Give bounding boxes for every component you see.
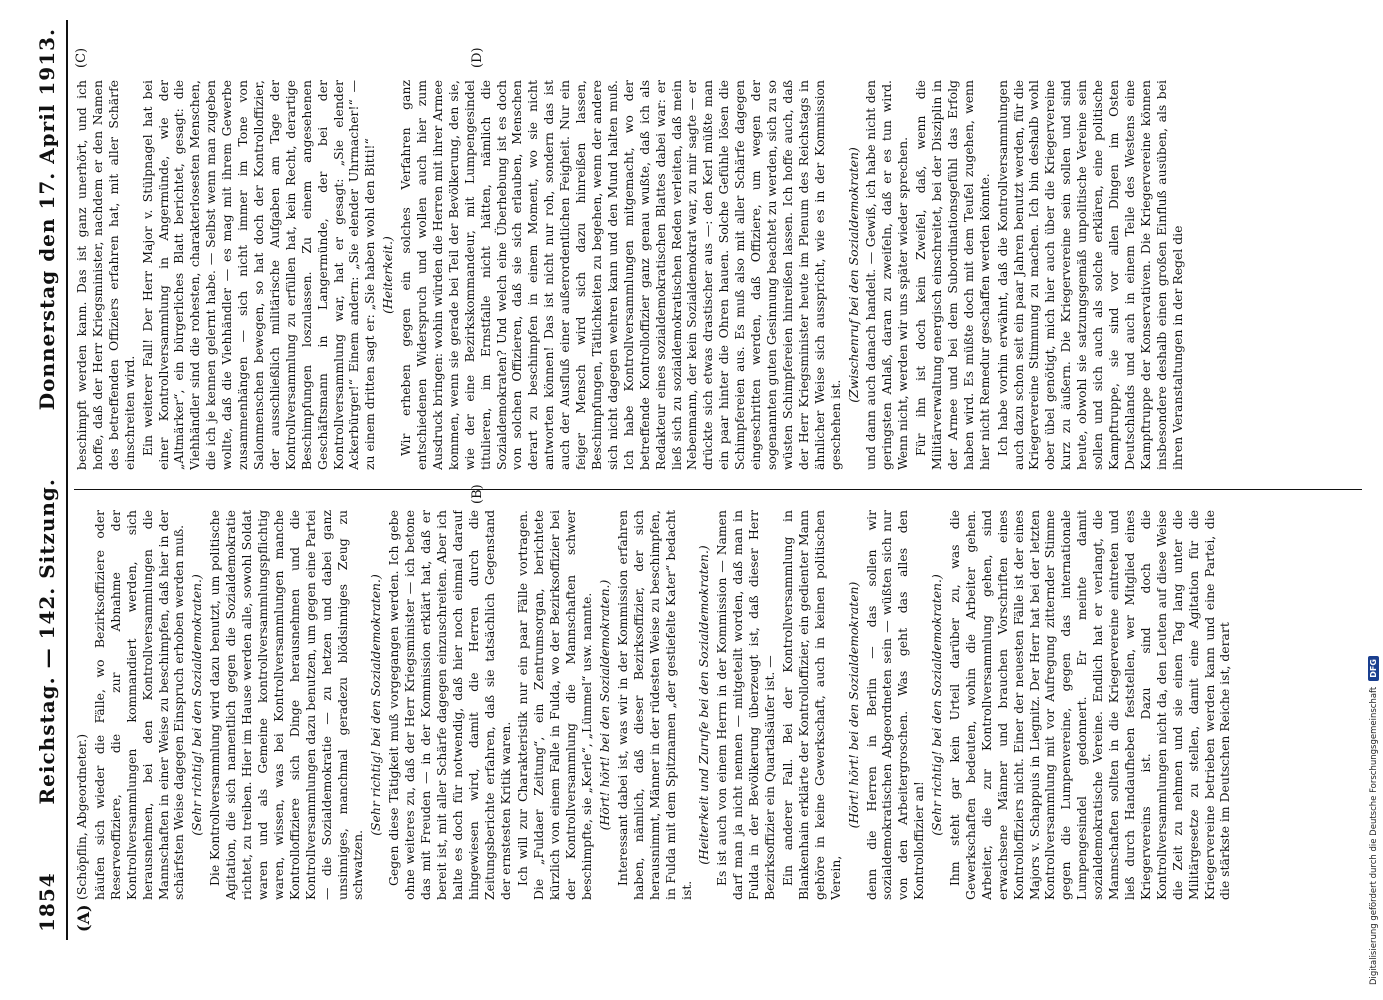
interjection: (Hört! hört! bei den Sozialdemokraten) xyxy=(845,581,861,829)
paragraph: Für ihn ist doch kein Zweifel, daß, wenn die Militärverwaltung energisch einschreitet, bei der Disziplin in der Armee und bei dem Subordinationsgefühl das Erfolg haben wird. Es müßte doch mit dem Teufel zugehen, wenn hier nicht Remedur geschaffen werden könnte. xyxy=(913,80,992,470)
credit-text: Digitalisierung gefördert durch die Deutsche Forschungsgemeinschaft xyxy=(1368,686,1379,985)
running-head xyxy=(30,28,64,932)
paragraph: häufen sich wieder die Fälle, wo Bezirksoffiziere oder Reserveoffiziere, die zur Abnahme der Kontrollversammlungen kommandiert werden, sich herausnehmen, bei den Kontrollversammlungen die Mannschaften in einer Weise zu beschimpfen, daß hier in der schärfsten Weise dagegen Einspruch erhoben werden muß. xyxy=(91,510,187,900)
margin-marker-b: (B) xyxy=(470,484,485,504)
margin-marker-c: (C) xyxy=(74,47,89,68)
paragraph: denn die Herren in Berlin — das sollen wir sozialdemokratischen Abgeordneten sein — wüßten sich nur von den Arbeitergroschen. Was geht das alles den Kontrolloffizier an! xyxy=(863,510,927,900)
interjection: (Heiterkeit.) xyxy=(380,236,396,314)
paragraph: Wir erheben gegen ein solches Verfahren ganz entschiedenen Widerspruch und wollen auch hier zum Ausdruck bringen: wohin würden die Herren mit ihrer Armee kommen, wenn sie gerade bei Teil der Bevölkerung, den sie, wie der eine Bezirkskommandeur, mit Lumpengesindel titulieren, im Ernstfalle nicht hätten, nämlich die Sozialdemokraten? Und welch eine Überhebung ist es doch von solchen Offizieren, daß sie sich erlauben, Menschen derart zu beschimpfen in einem Moment, wo sie nicht antworten können! Das ist nicht nur roh, sondern das ist auch der Ausfluß einer außerordentlichen Feigheit. Nur ein feiger Mensch wird sich dazu hinreißen lassen, Beschimpfungen, Tätlichkeiten zu begehen, wenn der andere sich nicht dagegen wehren kann und den Mund halten muß. Ich habe Kontrollversammlungen mitgemacht, wo der betreffende Kontrolloffizier ganz genau wußte, daß ich als Redakteur eines sozialdemokratischen Blattes dabei war: er ließ sich zu sozialdemokratischen Reden verleiten, daß mein Nebenmann, der kein Sozialdemokrat war, zu mir sagte — er drückte sich etwas drastischer aus —: den Kerl müßte man ein paar hinter die Ohren hauen. Solche Gefühle lösen die Schimpfereien aus. Es muß also mit aller Schärfe dagegen eingeschritten werden, daß Offiziere, um wegen der sogenannten guten Gesinnung beachtet zu werden, sich zu so wüsten Schimpfereien hinreißen lassen. Ich hoffe auch, daß der Herr Kriegsminister heute im Plenum des Reichstags in ähnlicher Weise sich ausspricht, wie es in der Kommission geschehen ist. xyxy=(398,80,843,470)
interjection: (Hört! hört! bei den Sozialdemokraten.) xyxy=(597,579,612,831)
interjection: (Heiterkeit und Zurufe bei den Sozialdemokraten.) xyxy=(696,545,712,865)
interjection: (Zwischenruf bei den Sozialdemokraten) xyxy=(845,147,861,403)
paragraph: beschimpft werden kann. Das ist ganz unerhört, und ich hoffe, daß der Herr Kriegsminister, nachdem er den Namen des betreffenden Offiziers erfahren hat, mit aller Schärfe einschreiten wird. xyxy=(74,80,137,470)
margin-marker-d: (D) xyxy=(470,47,485,68)
dfg-logo: DFG xyxy=(1368,656,1379,681)
paragraph: Die Kontrollversammlung wird dazu benutzt, um politische Agitation, die sich namentlich gegen die Sozialdemokratie richtet, zu treiben. Hier im Hause werden alle, sowohl Soldat waren und als Gemeine kontrollversammlungspflichtig waren, wissen, was bei Kontrollversammlungen manche Kontrolloffiziere sich Dinge herausnehmen und die Kontrollversammlungen dazu benutzen, um gegen eine Partei — die Sozialdemokratie — zu hetzen und dabei ganz unsinniges, manchmal geradezu blödsinniges Zeug zu schwatzen. xyxy=(207,510,366,900)
right-text-column xyxy=(74,80,1362,470)
margin-marker-a: (A) xyxy=(74,904,93,932)
interjection: (Sehr richtig! bei den Sozialdemokraten.) xyxy=(929,574,945,836)
running-head-left: Reichstag. — 142. Sitzung. xyxy=(35,478,59,805)
column-divider xyxy=(74,489,1362,490)
digitization-credit xyxy=(1368,656,1379,985)
interjection: (Sehr richtig! bei den Sozialdemokraten.) xyxy=(368,574,384,836)
paragraph: Gegen diese Tätigkeit muß vorgegangen werden. Ich gebe ohne weiteres zu, daß der Herr Kriegsminister — ich betone das mit Freuden — in der Kommission erklärt hat, daß er bereit ist, mit aller Schärfe dagegen einzuschreiten. Aber ich halte es doch für notwendig, daß hier noch einmal darauf hingewiesen wird, damit die Herren durch die Zeitungsberichte erfahren, daß sie tatsächlich Gegenstand der ernstesten Kritik waren. xyxy=(386,510,513,900)
running-head-right: Donnerstag den 17. April 1913. xyxy=(35,28,59,411)
paragraph: und dann auch danach handelt. — Gewiß, ich habe nicht den geringsten Anlaß, daran zu zweifeln, daß er es tun wird. Wenn nicht, werden wir uns später wieder sprechen. xyxy=(863,80,911,470)
left-text-column xyxy=(74,510,1362,900)
paragraph: Ein anderer Fall. Bei der Kontrollversammlung in Blankenhain erklärte der Kontrolloffizier, ein gedienter Mann gehöre in keine Gewerkschaft, auch in keinen politischen Verein, xyxy=(779,510,843,900)
page-number: 1854 xyxy=(35,872,59,932)
paragraph: Ich habe vorhin erwähnt, daß die Kontrollversammlungen auch dazu schon seit ein paar Jahren benutzt werden, für die Kriegervereine Stimmung zu machen. Ich bin deshalb wohl ober übel genötigt, mich hier auch über die Kriegervereine kurz zu äußern. Die Kriegervereine sein sollen und sind heute, obwohl sie satzungsgemäß unpolitische Vereine sein sollen und sich auch als solche erklären, eine politische Kampftruppe, sie sind vor allen Dingen im Osten Deutschlands und auch in einem Teile des Westens eine Kampftruppe der Konservativen. Die Kriegervereine können insbesondere deshalb einen großen Einfluß ausüben, als bei ihren Veranstaltungen in der Regel die xyxy=(994,80,1185,470)
paragraph: Ich will zur Charakteristik nur ein paar Fälle vortragen. Die „Fuldaer Zeitung“, ein Zentrumsorgan, berichtete kürzlich von einem Falle in Fulda, wo der Bezirksoffizier bei der Kontrollversammlung die Mannschaften schwer beschimpfte, sie „Kerle“, „Lümmel“ usw. nannte. xyxy=(515,510,595,900)
interjection: (Sehr richtig! bei den Sozialdemokraten.) xyxy=(189,574,205,836)
paragraph: Ihm steht gar kein Urteil darüber zu, was die Gewerkschaften bedeuten, wohin die Arbeiter gehen. Arbeiter, die zur Kontrollversammlung gehen, sind erwachsene Männer und brauchen Vorschriften eines Kontrolloffiziers nicht. Einer der neuesten Fälle ist der eines Majors v. Schappuis in Liegnitz. Der Herr hat bei der letzten Kontrollversammlung mit vor Aufregung zitternder Stimme gegen die Lumpenvereine, gegen das internationale Lumpengesindel gedonnert. Er meinte damit sozialdemokratische Vereine. Endlich hat er verlangt, die Mannschaften sollten in die Kriegervereine eintreten und ließ durch Handaufheben feststellen, wer Mitglied eines Kriegervereins ist. Dazu sind doch die Kontrollversammlungen nicht da, den Leuten auf diese Weise die Zeit zu nehmen und sie einen Tag lang unter die Militärgesetze zu stellen, damit eine Agitation für die Kriegervereine betrieben werden kann und eine Partei, die die stärkste im Deutschen Reiche ist, derart xyxy=(947,510,1233,900)
header-rule xyxy=(66,20,68,940)
speaker-line: (Schöpflin, Abgeordneter.) xyxy=(74,733,89,900)
paragraph: Interessant dabei ist, was wir in der Kommission erfahren haben, nämlich, daß dieser Bezirksoffizier, der sich herausnimmt, Männer in der rüdesten Weise zu beschimpfen, in Fulda mit dem Spitznamen „der gestiefelte Kater“ bedacht ist. xyxy=(614,510,694,900)
paragraph: Ein weiterer Fall! Der Herr Major v. Stülpnagel hat bei einer Kontrollversammlung in Angermünde, wie der „Altmärker“, ein bürgerliches Blatt berichtet, gesagt: die Viehhändler sind die rohesten, charakterlosesten Menschen, die ich je kennen gelernt habe. — Selbst wenn man zugeben wollte, daß die Viehhändler — es mag mit ihrem Gewerbe zusammenhängen — sich nicht immer im Tone von Salonmenschen bewegen, so hat doch der Kontrolloffizier, der ausschließlich militärische Aufgaben am Tage der Kontrollversammlung zu erfüllen hat, kein Recht, derartige Beschimpfungen loszulassen. Zu einem angesehenen Geschäftsmann in Langermünde, der bei der Kontrollversammlung war, hat er gesagt: „Sie elender Ackerbürger!“ Einem andern: „Sie elender Uhrmacher!“ — zu einem dritten sagt er: „Sie haben wohl den Bitti!“ xyxy=(139,80,378,470)
rotated-document-page xyxy=(30,20,1370,940)
paragraph: Es ist auch von einem Herrn in der Kommission — Namen darf man ja nicht nennen — mitgeteilt worden, daß man in Fulda in der Bevölkerung überzeugt ist, daß dieser Herr Bezirksoffizier ein Quartalsäufer ist. — xyxy=(714,510,778,900)
